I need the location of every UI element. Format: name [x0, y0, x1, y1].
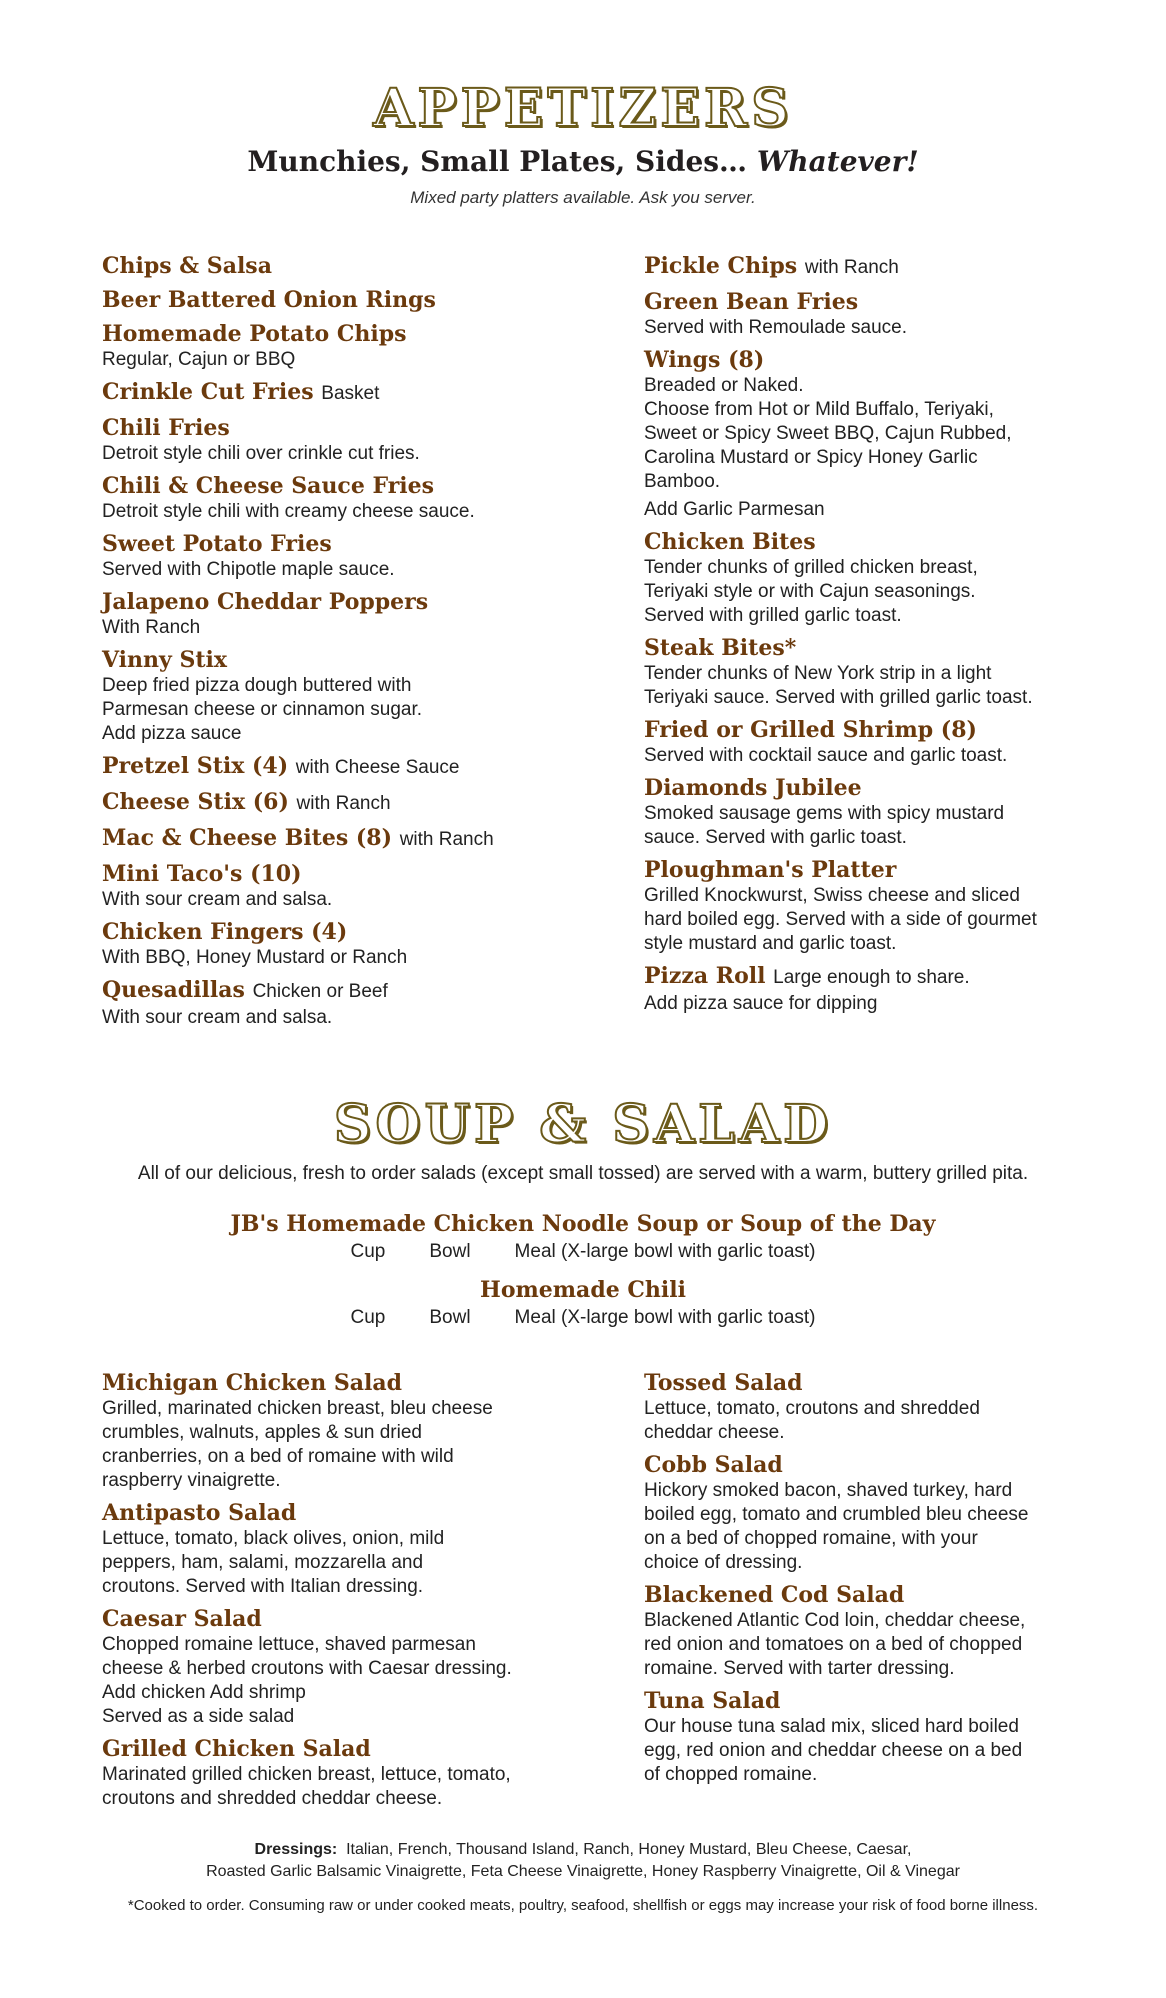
item-description: Hickory smoked bacon, shaved turkey, hard: [644, 1480, 1013, 1501]
item-description: With sour cream and salsa.: [102, 889, 333, 910]
appetizers-subtitle: [102, 145, 1064, 178]
item-name: [102, 252, 562, 280]
item-name: [102, 752, 562, 782]
item-description: hard boiled egg. Served with a side of gourmet: [644, 909, 1037, 930]
item-title: Pretzel Stix (4): [102, 753, 289, 779]
item-name: [644, 634, 1064, 662]
item-description: Blackened Atlantic Cod loin, cheddar cheese,: [644, 1610, 1026, 1631]
item-description: Chopped romaine lettuce, shaved parmesan: [102, 1634, 476, 1655]
menu-item: [644, 1581, 1064, 1681]
item-name: [102, 378, 562, 408]
menu-item: [102, 824, 562, 854]
item-name: [644, 1581, 1064, 1609]
appetizers-right-column: [644, 252, 1064, 1036]
item-inline-note: with Ranch: [296, 793, 391, 814]
menu-item: [102, 752, 562, 782]
soup-option: Bowl: [429, 1241, 471, 1262]
item-description: Tender chunks of New York strip in a light: [644, 663, 992, 684]
menu-page: [0, 78, 1166, 1998]
subtitle-main: Munchies, Small Plates, Sides…: [247, 145, 757, 178]
appetizers-columns: [102, 252, 1064, 1036]
item-name: [644, 1451, 1064, 1479]
item-name: [102, 788, 562, 818]
item-name: [102, 320, 562, 348]
item-name: [102, 976, 562, 1006]
item-name: [644, 346, 1064, 374]
item-description: Bamboo.: [644, 471, 721, 492]
item-description: Grilled, marinated chicken breast, bleu cheese: [102, 1398, 493, 1419]
item-name: [102, 1499, 562, 1527]
item-description: Teriyaki style or with Cajun seasonings.: [644, 581, 976, 602]
menu-item: [102, 472, 562, 524]
item-description: cheese & herbed croutons with Caesar dressing.: [102, 1658, 512, 1679]
item-description: Served with cocktail sauce and garlic toast.: [644, 745, 1008, 766]
item-description: Our house tuna salad mix, sliced hard boiled: [644, 1716, 1019, 1737]
item-title: Wings (8): [644, 347, 765, 373]
item-name: [102, 530, 562, 558]
item-description: With BBQ, Honey Mustard or Ranch: [102, 947, 408, 968]
item-title: Mini Taco's (10): [102, 861, 302, 887]
item-description: egg, red onion and cheddar cheese on a bed: [644, 1740, 1023, 1761]
item-description: style mustard and garlic toast.: [644, 933, 897, 954]
menu-item: [102, 646, 562, 746]
item-title: Homemade Potato Chips: [102, 321, 407, 347]
soup-name: JB's Homemade Chicken Noodle Soup or Soup of the Day: [230, 1211, 936, 1237]
item-name: [644, 288, 1064, 316]
soup-salad-title: SOUP & SALAD: [333, 1094, 833, 1155]
item-title: Chips & Salsa: [102, 253, 272, 279]
soup-option: Meal (X-large bowl with garlic toast): [514, 1307, 816, 1328]
salad-columns: [102, 1369, 1064, 1817]
item-description: Grilled Knockwurst, Swiss cheese and sliced: [644, 885, 1020, 906]
soup-option: Bowl: [429, 1307, 471, 1328]
item-title: Caesar Salad: [102, 1606, 262, 1632]
appetizers-title: APPETIZERS: [373, 78, 793, 139]
item-title: Chicken Bites: [644, 529, 816, 555]
soup-options: [102, 1241, 1064, 1263]
appetizers-left-column: [102, 252, 562, 1036]
item-title: Diamonds Jubilee: [644, 775, 862, 801]
item-description: Lettuce, tomato, black olives, onion, mild: [102, 1528, 445, 1549]
item-title: Mac & Cheese Bites (8): [102, 825, 393, 851]
item-description: Served with Chipotle maple sauce.: [102, 559, 395, 580]
item-name: [102, 286, 562, 314]
item-description: Served with Remoulade sauce.: [644, 317, 907, 338]
item-description: cheddar cheese.: [644, 1422, 785, 1443]
menu-item: [102, 976, 562, 1030]
salad-right-column: [644, 1369, 1064, 1817]
menu-item: [644, 856, 1064, 956]
item-name: [102, 860, 562, 888]
item-description: Choose from Hot or Mild Buffalo, Teriyaki,: [644, 399, 994, 420]
item-description: Add chicken Add shrimp: [102, 1682, 306, 1703]
menu-item: [102, 860, 562, 912]
soup-option: Cup: [350, 1307, 386, 1328]
item-description: on a bed of chopped romaine, with your: [644, 1528, 978, 1549]
item-description: Deep fried pizza dough buttered with: [102, 675, 412, 696]
salad-note: All of our delicious, fresh to order salads (except small tossed) are served with a warm, buttery grilled pita.: [137, 1163, 1029, 1184]
item-title: Ploughman's Platter: [644, 857, 897, 883]
menu-item: [102, 252, 562, 280]
menu-item: [102, 320, 562, 372]
item-inline-note: with Ranch: [804, 257, 899, 278]
item-title: Fried or Grilled Shrimp (8): [644, 717, 977, 743]
item-description: sauce. Served with garlic toast.: [644, 827, 907, 848]
item-name: [102, 472, 562, 500]
item-inline-note: Large enough to share.: [773, 967, 970, 988]
item-name: [644, 252, 1064, 282]
item-title: Michigan Chicken Salad: [102, 1370, 403, 1396]
menu-item: [644, 634, 1064, 710]
item-name: [644, 528, 1064, 556]
soup-list: [102, 1211, 1064, 1329]
item-description: With Ranch: [102, 617, 201, 638]
menu-item: [102, 1369, 562, 1493]
soup-item: [102, 1211, 1064, 1263]
dressings-list: [102, 1839, 1064, 1883]
item-description: Lettuce, tomato, croutons and shredded: [644, 1398, 980, 1419]
menu-item: [644, 962, 1064, 1016]
item-description: croutons. Served with Italian dressing.: [102, 1576, 424, 1597]
item-description: of chopped romaine.: [644, 1764, 818, 1785]
item-name: [102, 824, 562, 854]
menu-item: [644, 1451, 1064, 1575]
item-title: Cheese Stix (6): [102, 789, 289, 815]
item-description: Parmesan cheese or cinnamon sugar.: [102, 699, 423, 720]
item-description: Marinated grilled chicken breast, lettuce, tomato,: [102, 1764, 511, 1785]
item-title: Antipasto Salad: [102, 1500, 297, 1526]
item-title: Vinny Stix: [102, 647, 227, 673]
item-title: Crinkle Cut Fries: [102, 379, 314, 405]
item-inline-note: Basket: [321, 383, 380, 404]
item-description: Tender chunks of grilled chicken breast,: [644, 557, 978, 578]
soup-option: Cup: [350, 1241, 386, 1262]
item-description: red onion and tomatoes on a bed of chopped: [644, 1634, 1023, 1655]
dressings-line-1: Italian, French, Thousand Island, Ranch, Honey Mustard, Bleu Cheese, Caesar,: [346, 1841, 912, 1858]
soup-name: Homemade Chili: [480, 1277, 686, 1303]
menu-item: [102, 588, 562, 640]
item-title: Pizza Roll: [644, 963, 766, 989]
menu-item: [102, 286, 562, 314]
item-description: With sour cream and salsa.: [102, 1007, 333, 1028]
item-name: [102, 1735, 562, 1763]
item-title: Quesadillas: [102, 977, 245, 1003]
item-name: [644, 774, 1064, 802]
item-description: peppers, ham, salami, mozzarella and: [102, 1552, 424, 1573]
item-addon: Add Garlic Parmesan: [644, 499, 825, 520]
item-description: choice of dressing.: [644, 1552, 803, 1573]
menu-item: [102, 1735, 562, 1811]
item-name: [102, 588, 562, 616]
item-inline-note: Chicken or Beef: [252, 981, 388, 1002]
menu-item: [644, 1687, 1064, 1787]
item-inline-note: with Cheese Sauce: [295, 757, 460, 778]
item-name: [102, 1605, 562, 1633]
item-description: boiled egg, tomato and crumbled bleu cheese: [644, 1504, 1029, 1525]
item-title: Blackened Cod Salad: [644, 1582, 905, 1608]
footnote: *Cooked to order. Consuming raw or under cooked meats, poultry, seafood, shellfish or eggs may increase your risk of food borne illness.: [127, 1897, 1039, 1914]
item-title: Tuna Salad: [644, 1688, 781, 1714]
item-name: [102, 646, 562, 674]
item-name: [644, 856, 1064, 884]
menu-item: [644, 1369, 1064, 1445]
item-title: Beer Battered Onion Rings: [102, 287, 436, 313]
item-name: [644, 716, 1064, 744]
item-title: Chili Fries: [102, 415, 230, 441]
item-name: [644, 1369, 1064, 1397]
menu-item: [102, 918, 562, 970]
item-description: Add pizza sauce for dipping: [644, 993, 878, 1014]
item-description: romaine. Served with tarter dressing.: [644, 1658, 955, 1679]
item-description: croutons and shredded cheddar cheese.: [102, 1788, 443, 1809]
item-title: Cobb Salad: [644, 1452, 783, 1478]
item-description: Served as a side salad: [102, 1706, 295, 1727]
item-description: raspberry vinaigrette.: [102, 1470, 281, 1491]
menu-item: [102, 414, 562, 466]
item-title: Chili & Cheese Sauce Fries: [102, 473, 435, 499]
salad-left-column: [102, 1369, 562, 1817]
item-title: Chicken Fingers (4): [102, 919, 348, 945]
item-title: Green Bean Fries: [644, 289, 859, 315]
menu-item: [102, 1605, 562, 1729]
item-inline-note: with Ranch: [399, 829, 494, 850]
menu-item: [102, 530, 562, 582]
menu-item: [102, 1499, 562, 1599]
menu-item: [102, 378, 562, 408]
item-description: Detroit style chili with creamy cheese sauce.: [102, 501, 475, 522]
menu-item: [644, 528, 1064, 628]
item-name: [644, 1687, 1064, 1715]
appetizers-note: Mixed party platters available. Ask you server.: [410, 188, 756, 207]
subtitle-emphasis: Whatever!: [756, 145, 919, 178]
menu-item: [644, 774, 1064, 850]
item-title: Sweet Potato Fries: [102, 531, 332, 557]
item-name: [102, 918, 562, 946]
item-description: Regular, Cajun or BBQ: [102, 349, 296, 370]
menu-item: [644, 346, 1064, 522]
item-description: Teriyaki sauce. Served with grilled garlic toast.: [644, 687, 1033, 708]
item-description: Detroit style chili over crinkle cut fries.: [102, 443, 420, 464]
item-name: [102, 1369, 562, 1397]
menu-item: [102, 788, 562, 818]
item-title: Pickle Chips: [644, 253, 798, 279]
menu-item: [644, 288, 1064, 340]
item-description: cranberries, on a bed of romaine with wild: [102, 1446, 454, 1467]
item-description: Sweet or Spicy Sweet BBQ, Cajun Rubbed,: [644, 423, 1012, 444]
item-title: Grilled Chicken Salad: [102, 1736, 371, 1762]
dressings-line-2: Roasted Garlic Balsamic Vinaigrette, Feta Cheese Vinaigrette, Honey Raspberry Vinaigrette, Oil & Vinegar: [206, 1863, 960, 1880]
item-title: Jalapeno Cheddar Poppers: [102, 589, 429, 615]
item-title: Steak Bites*: [644, 635, 797, 661]
dressings-label: Dressings:: [254, 1841, 338, 1858]
item-description: Carolina Mustard or Spicy Honey Garlic: [644, 447, 978, 468]
soup-item: [102, 1277, 1064, 1329]
menu-item: [644, 716, 1064, 768]
soup-option: Meal (X-large bowl with garlic toast): [514, 1241, 816, 1262]
soup-options: [102, 1307, 1064, 1329]
item-description: Breaded or Naked.: [644, 375, 804, 396]
item-title: Tossed Salad: [644, 1370, 803, 1396]
item-description: Add pizza sauce: [102, 723, 242, 744]
item-description: Served with grilled garlic toast.: [644, 605, 902, 626]
item-name: [102, 414, 562, 442]
item-description: crumbles, walnuts, apples & sun dried: [102, 1422, 422, 1443]
menu-item: [644, 252, 1064, 282]
item-description: Smoked sausage gems with spicy mustard: [644, 803, 1005, 824]
item-name: [644, 962, 1064, 992]
